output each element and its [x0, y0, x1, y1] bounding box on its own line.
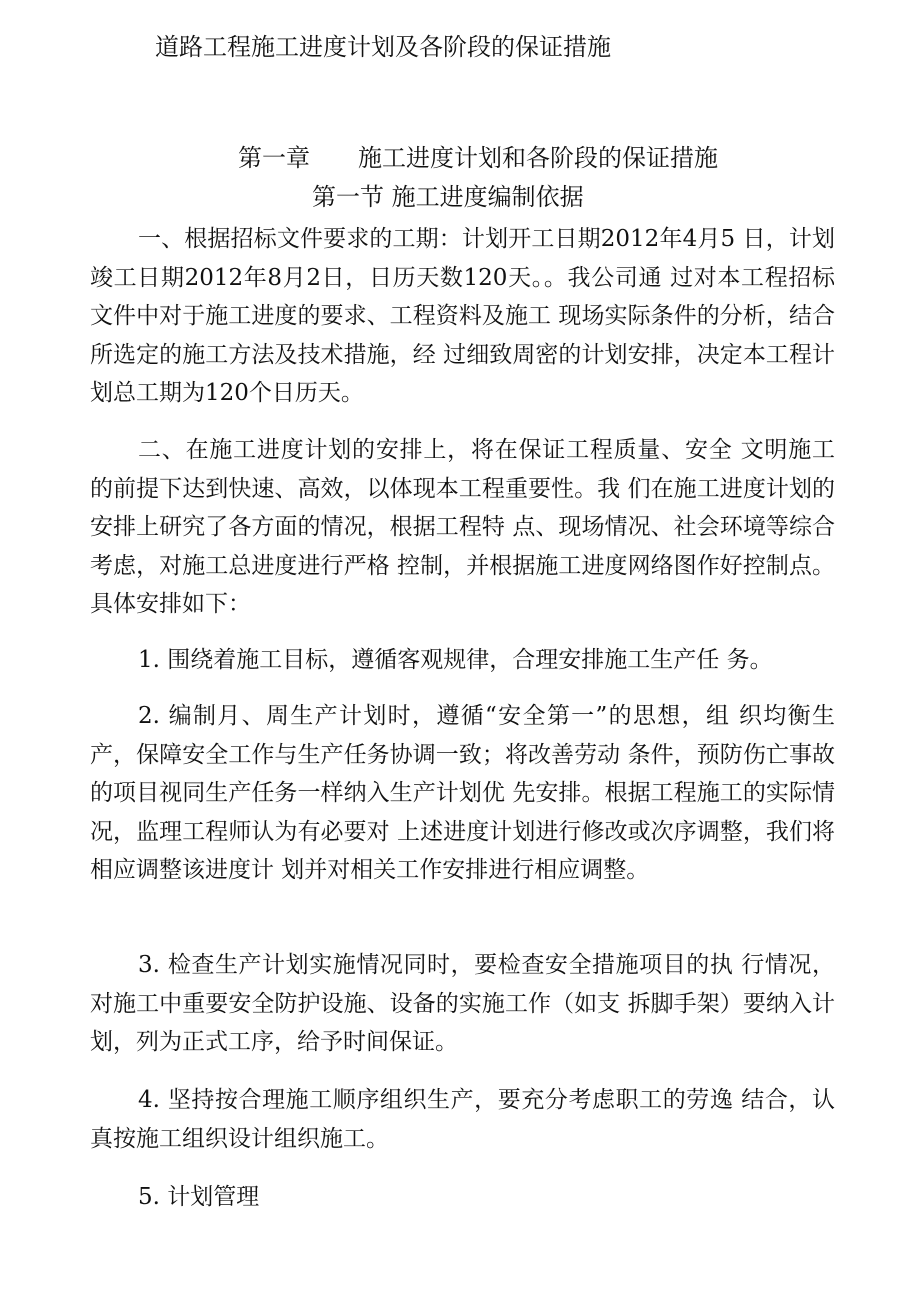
list-item: 4. 坚持按合理施工顺序组织生产，要充分考虑职工的劳逸 结合，认真按施工组织设计组织施工。 — [90, 1087, 835, 1152]
paragraph-construction-period: 一、根据招标文件要求的工期：计划开工日期2012年4月5 日，计划竣工日期2012年8月2日，日历天数120天。。我公司通 过对本工程招标文件中对于施工进度的要求、工程资料及施工 现场实际条件的分析，结合所选定的施工方法及技术措施，经 过细致周密的计划安排，决定本工程计划总工期为120个日历天。 — [90, 226, 835, 407]
list-item: 1. 围绕着施工目标，遵循客观规律，合理安排施工生产任 务。 — [138, 647, 773, 673]
chapter-title: 施工进度计划和各阶段的保证措施 — [358, 144, 718, 172]
list-item: 3. 检查生产计划实施情况同时，要检查安全措施项目的执 行情况，对施工中重要安全防护设施、设备的实施工作（如支 拆脚手架）要纳入计划，列为正式工序，给予时间保证。 — [90, 952, 835, 1056]
list-item: 5. 计划管理 — [138, 1184, 260, 1210]
chapter-label: 第一章 — [238, 144, 310, 172]
section-heading: 第一节 施工进度编制依据 — [312, 183, 584, 211]
document-title: 道路工程施工进度计划及各阶段的保证措施 — [155, 33, 611, 61]
paragraph-schedule-arrangement: 二、在施工进度计划的安排上，将在保证工程质量、安全 文明施工的前提下达到快速、高效，以体现本工程重要性。我 们在施工进度计划的安排上研究了各方面的情况，根据工程特 点、现场情况、社会环境等综合考虑，对施工总进度进行严格 控制，并根据施工进度网络图作好控制点。具体安排如下： — [90, 437, 835, 618]
list-item: 2. 编制月、周生产计划时，遵循“安全第一”的思想，组 织均衡生产，保障安全工作与生产任务协调一致；将改善劳动 条件，预防伤亡事故的项目视同生产任务一样纳入生产计划优 先安排。根据工程施工的实际情况，监理工程师认为有必要对 上述进度计划进行修改或次序调整，我们将相应调整该进度计 划并对相关工作安排进行相应调整。 — [90, 703, 835, 884]
